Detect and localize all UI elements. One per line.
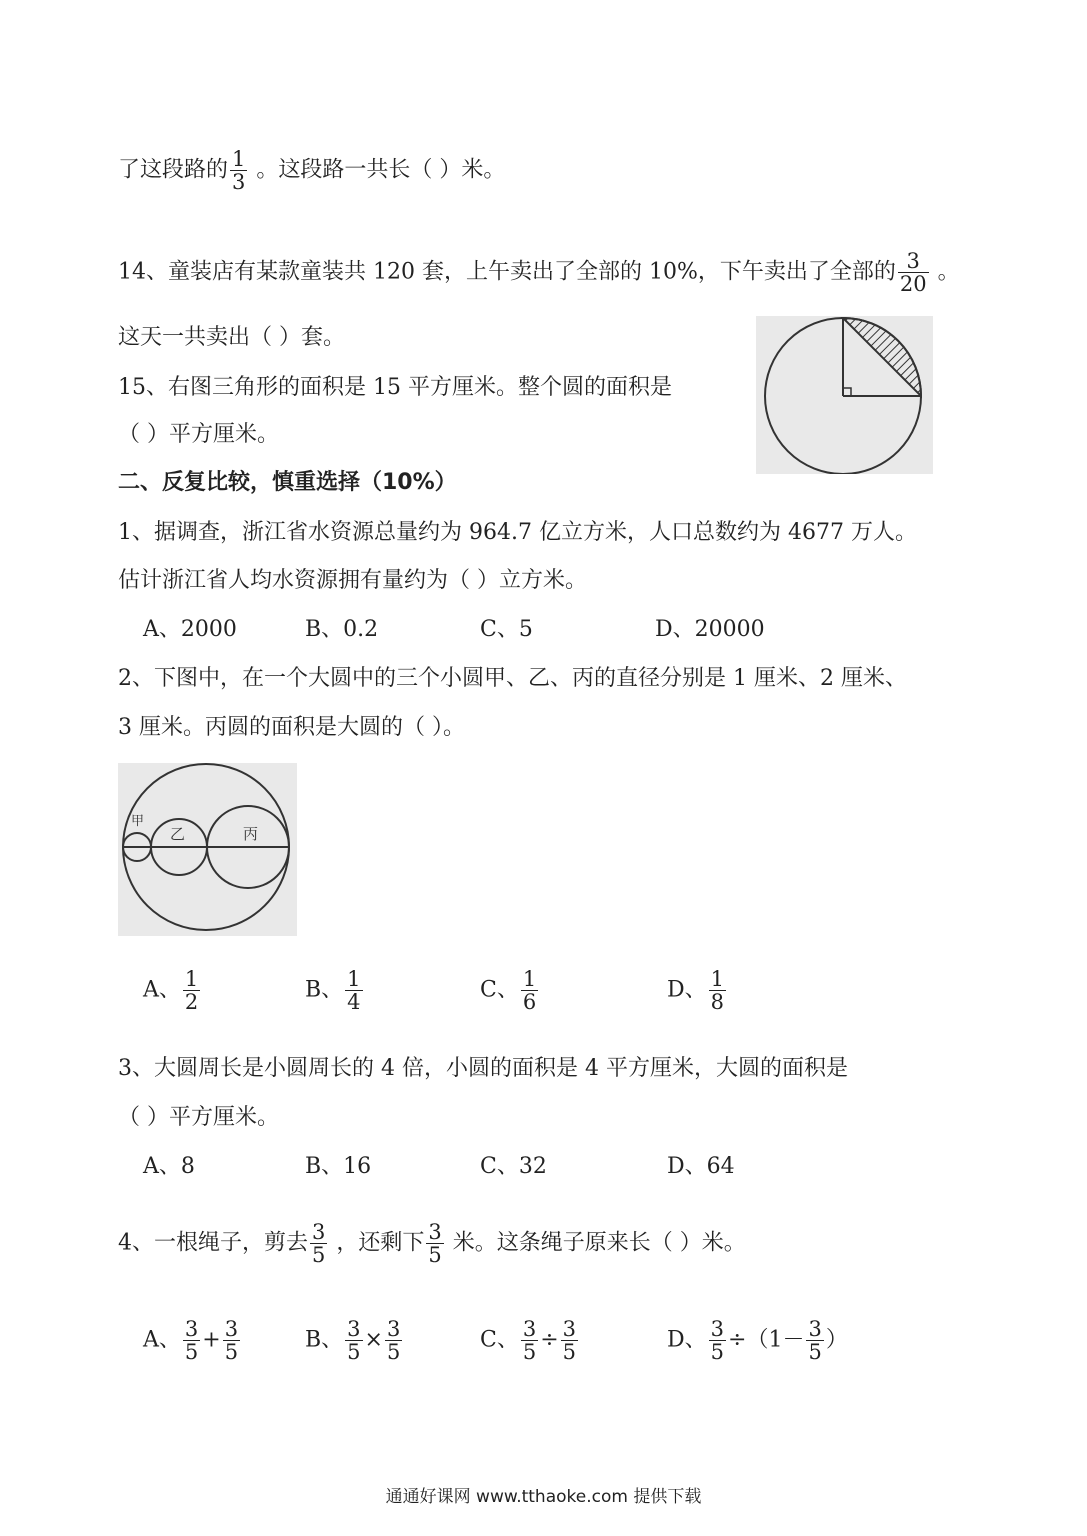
s2q1-option-c: C、5 [480, 617, 533, 642]
section-title: 二、反复比较，慎重选择（10%） [118, 470, 457, 495]
q14-text: 14、童装店有某款童装共 120 套，上午卖出了全部的 10%，下午卖出了全部的 [118, 259, 896, 285]
q14-line1 [118, 250, 960, 295]
s2q2-option-b: B、 $\frac{1}{4}$ [305, 967, 361, 1014]
s2q4-line: 4、一根绳子，剪去 $\frac{3}{5}$ ，还剩下 $\frac{3}{5}$ 米。这条绳子原来长（ ）米。 [118, 1220, 746, 1267]
s2q4-option-a: A、 $\frac{3}{5}$ + $\frac{3}{5}$ [143, 1317, 239, 1364]
s2q4-option-b: B、 $\frac{3}{5}$ × $\frac{3}{5}$ [305, 1317, 401, 1364]
s2q2-option-c: C、 $\frac{1}{6}$ [480, 967, 537, 1014]
q14-line2: 这天一共卖出（ ）套。 [118, 325, 345, 350]
q15-line2: （ ）平方厘米。 [118, 422, 279, 447]
q13-text-post: 。这段路一共长（ ）米。 [249, 157, 506, 183]
s2q4-option-d: D、 $\frac{3}{5}$ ÷（1－ $\frac{3}{5}$ ） [667, 1317, 848, 1364]
nested-circles-diagram [118, 763, 297, 936]
s2q1-option-a: A、2000 [143, 617, 237, 642]
circle-triangle-diagram [756, 316, 933, 474]
q13-text: 了这段路的 [118, 157, 229, 183]
page-footer: 通通好课网 www.tthaoke.com 提供下载 [385, 1487, 702, 1507]
q14-text-post: 。 [930, 259, 960, 285]
s2q2-option-d: D、 $\frac{1}{8}$ [667, 967, 725, 1014]
right-angle-mark [843, 388, 851, 396]
label-yi: 乙 [170, 825, 186, 843]
s2q2-line2: 3 厘米。丙圆的面积是大圆的（ ）。 [118, 715, 465, 740]
s2q3-line2: （ ）平方厘米。 [118, 1105, 279, 1130]
nested-circles-figure [118, 763, 297, 936]
s2q2-line1: 2、下图中，在一个大圆中的三个小圆甲、乙、丙的直径分别是 1 厘米、2 厘米、 [118, 666, 907, 691]
q15-line1: 15、右图三角形的面积是 15 平方厘米。整个圆的面积是 [118, 375, 672, 400]
s2q3-option-b: B、16 [305, 1154, 372, 1179]
circle-triangle-figure [756, 316, 933, 474]
s2q3-option-a: A、8 [143, 1154, 195, 1179]
shaded-segment [843, 318, 921, 396]
q13-tail-line [118, 148, 505, 193]
s2q4-option-c: C、 $\frac{3}{5}$ ÷ $\frac{3}{5}$ [480, 1317, 577, 1364]
fraction: $\frac{1}{3}$ [232, 147, 246, 194]
s2q1-line2: 估计浙江省人均水资源拥有量约为（ ）立方米。 [118, 568, 587, 593]
s2q2-option-a: A、 $\frac{1}{2}$ [143, 967, 199, 1014]
s2q1-line1: 1、据调查，浙江省水资源总量约为 964.7 亿立方米，人口总数约为 4677 万人。 [118, 520, 917, 545]
s2q1-option-b: B、0.2 [305, 617, 379, 642]
label-jia: 甲 [131, 814, 145, 829]
s2q3-option-c: C、32 [480, 1154, 547, 1179]
label-bing: 丙 [243, 825, 259, 843]
s2q1-option-d: D、20000 [655, 617, 765, 642]
s2q3-option-d: D、64 [667, 1154, 735, 1179]
fraction: $\frac{3}{20}$ [899, 249, 927, 296]
s2q3-line1: 3、大圆周长是小圆周长的 4 倍，小圆的面积是 4 平方厘米，大圆的面积是 [118, 1056, 848, 1081]
